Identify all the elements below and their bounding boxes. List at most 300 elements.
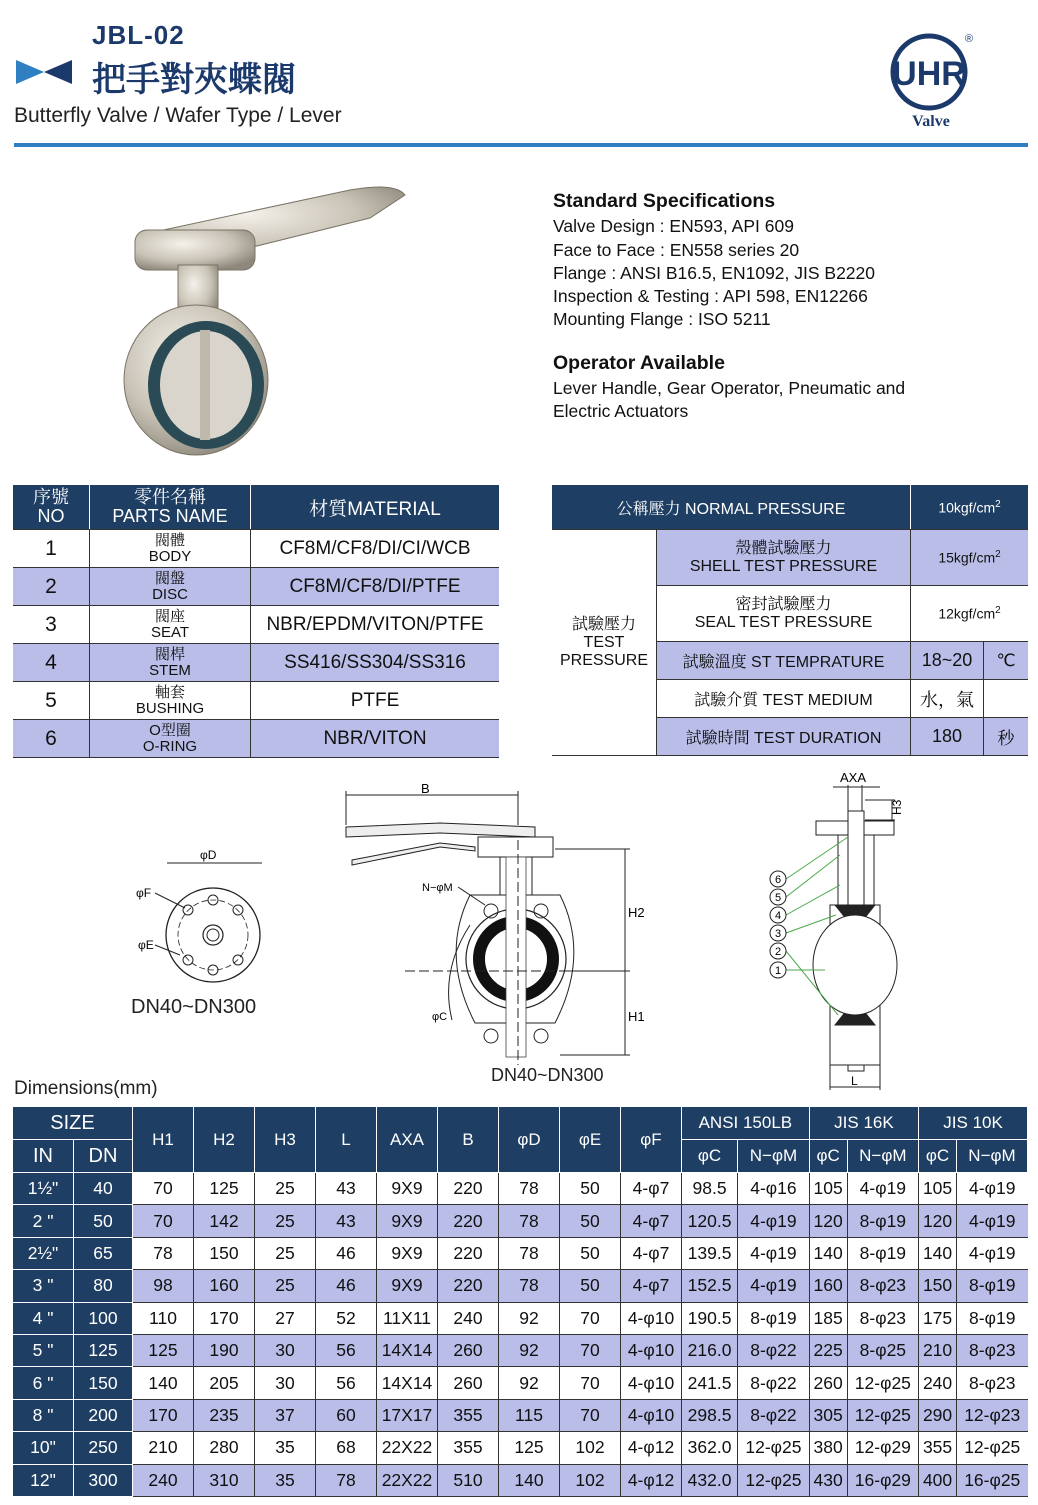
part-material: CF8M/CF8/DI/CI/WCB <box>251 530 500 568</box>
part-no: 2 <box>13 568 90 606</box>
flange-view-drawing <box>155 863 262 982</box>
dimension-cell: 8-φ22 <box>738 1367 810 1399</box>
dimension-cell: 46 <box>316 1237 377 1269</box>
table-row <box>13 1302 1028 1334</box>
svg-text:®: ® <box>965 33 974 45</box>
dimension-cell: 12-φ25 <box>738 1432 810 1464</box>
dimension-cell: 56 <box>316 1367 377 1399</box>
dimension-cell: 120 <box>809 1205 847 1237</box>
dimension-cell: 4-φ7 <box>621 1270 682 1302</box>
dimension-cell: 9X9 <box>377 1270 438 1302</box>
B-label: B <box>421 781 430 796</box>
dimension-cell: 4-φ19 <box>956 1237 1027 1269</box>
dimension-cell: 355 <box>438 1432 499 1464</box>
dimension-cell: 4-φ10 <box>621 1334 682 1366</box>
parts-table <box>13 485 499 758</box>
balloon-3: 3 <box>774 928 782 940</box>
dimension-cell: 140 <box>809 1237 847 1269</box>
body-range-label: DN40~DN300 <box>491 1065 604 1085</box>
dimension-cell: 8-φ23 <box>847 1302 919 1334</box>
dimension-cell: 78 <box>499 1173 560 1205</box>
dimension-cell: 105 <box>919 1173 957 1205</box>
test-medium-label: 試驗介質 TEST MEDIUM <box>657 680 911 718</box>
header-name-en: PARTS NAME <box>112 506 228 526</box>
dimension-cell: 260 <box>438 1334 499 1366</box>
part-name-cn: O型圈 <box>149 721 191 739</box>
table-row <box>13 1334 1028 1366</box>
spec-line: Mounting Flange : ISO 5211 <box>553 309 771 330</box>
dimension-cell: 78 <box>133 1237 194 1269</box>
dimension-cell: 25 <box>255 1173 316 1205</box>
size-inch-cell: 3 " <box>13 1270 74 1302</box>
dimension-cell: 12-φ25 <box>847 1367 919 1399</box>
header-divider <box>14 143 1028 147</box>
spec-line: Face to Face : EN558 series 20 <box>553 239 800 260</box>
dimension-cell: 78 <box>316 1464 377 1496</box>
operator-line: Electric Actuators <box>553 401 689 422</box>
dimension-cell: 46 <box>316 1270 377 1302</box>
table-row <box>13 1173 1028 1205</box>
table-row <box>13 1432 1028 1464</box>
col-header: H1 <box>133 1107 194 1173</box>
part-name-cn: 閥盤 <box>154 569 185 587</box>
dimension-cell: 235 <box>194 1399 255 1431</box>
balloon-6: 6 <box>774 874 782 886</box>
dimension-cell: 8-φ23 <box>956 1367 1027 1399</box>
size-inch-cell: 6 " <box>13 1367 74 1399</box>
dimension-cell: 50 <box>560 1205 621 1237</box>
test-duration-value: 180 <box>911 718 984 756</box>
dimension-cell: 43 <box>316 1205 377 1237</box>
dimension-cell: 70 <box>133 1173 194 1205</box>
size-inch-cell: 4 " <box>13 1302 74 1334</box>
phiD-label: φD <box>200 848 217 862</box>
standard-spec-title: Standard Specifications <box>553 190 776 212</box>
dimension-cell: 4-φ19 <box>738 1270 810 1302</box>
dimension-cell: 280 <box>194 1432 255 1464</box>
dimension-cell: 22X22 <box>377 1464 438 1496</box>
test-duration-unit: 秒 <box>984 718 1029 756</box>
dimension-cell: 102 <box>560 1464 621 1496</box>
normal-pressure-label: 公稱壓力 NORMAL PRESSURE <box>552 485 911 530</box>
size-dn-cell: 40 <box>74 1173 133 1205</box>
phiE-label: φE <box>138 938 154 952</box>
dimension-cell: 185 <box>809 1302 847 1334</box>
dimension-cell: 170 <box>194 1302 255 1334</box>
dimension-cell: 8-φ19 <box>847 1205 919 1237</box>
in-header: IN <box>13 1140 74 1173</box>
size-inch-cell: 5 " <box>13 1334 74 1366</box>
part-name-cn: 閥座 <box>154 607 185 625</box>
dimension-cell: 8-φ19 <box>738 1302 810 1334</box>
dn-header: DN <box>74 1140 133 1173</box>
dimension-cell: 4-φ10 <box>621 1367 682 1399</box>
dimension-cell: 8-φ23 <box>847 1270 919 1302</box>
dimension-cell: 4-φ7 <box>621 1205 682 1237</box>
size-inch-cell: 1½" <box>13 1173 74 1205</box>
dimension-cell: 50 <box>560 1237 621 1269</box>
part-material: PTFE <box>251 682 500 720</box>
specifications-block <box>553 190 1023 424</box>
pressure-table: 公稱壓力 NORMAL PRESSURE $10kgf/cm^2$ 試驗壓力 TEST PRESSURE 殼體試驗壓力 SHELL TEST PRESSURE $15kgf/cm^2$ 密封試驗壓力 SEAL TEST PRESSURE $12kgf/cm^2$ 試驗溫度 ST TEMPRATURE 18~20 ℃ 試驗介質 TEST MEDIUM 水，氣 試驗時間 TEST DURATION 180 秒 <box>552 485 1028 756</box>
dimension-cell: 4-φ16 <box>738 1173 810 1205</box>
size-dn-cell: 65 <box>74 1237 133 1269</box>
nphiM-label: N−φM <box>422 882 453 894</box>
dimension-cell: 92 <box>499 1334 560 1366</box>
seal-test-value: 12kgf/cm <box>938 605 996 622</box>
spec-line: Inspection & Testing : API 598, EN12266 <box>553 286 868 307</box>
logo-text: UHR <box>892 55 966 93</box>
dimension-cell: 120.5 <box>682 1205 738 1237</box>
balloon-1: 1 <box>774 965 782 977</box>
dimension-cell: 12-φ25 <box>847 1399 919 1431</box>
dimension-cell: 4-φ10 <box>621 1302 682 1334</box>
size-dn-cell: 250 <box>74 1432 133 1464</box>
dimension-cell: 110 <box>133 1302 194 1334</box>
dimension-cell: 8-φ25 <box>847 1334 919 1366</box>
size-inch-cell: 10" <box>13 1432 74 1464</box>
test-temperature-unit: ℃ <box>984 642 1029 680</box>
dimension-cell: 4-φ19 <box>847 1173 919 1205</box>
dimension-cell: 290 <box>919 1399 957 1431</box>
table-row <box>13 1464 1028 1496</box>
dimension-cell: 355 <box>919 1432 957 1464</box>
dimension-cell: 160 <box>194 1270 255 1302</box>
jis16-nphim-header: N−φM <box>847 1140 919 1173</box>
dimension-cell: 12-φ25 <box>956 1432 1027 1464</box>
phiC-label: φC <box>432 1011 448 1023</box>
dimension-cell: 190 <box>194 1334 255 1366</box>
dimension-cell: 52 <box>316 1302 377 1334</box>
dimension-cell: 70 <box>560 1367 621 1399</box>
table-row <box>13 568 499 606</box>
dimension-cell: 78 <box>499 1237 560 1269</box>
dimension-cell: 11X11 <box>377 1302 438 1334</box>
dimension-cell: 260 <box>809 1367 847 1399</box>
dimension-cell: 210 <box>919 1334 957 1366</box>
dimension-cell: 9X9 <box>377 1173 438 1205</box>
dimension-cell: 310 <box>194 1464 255 1496</box>
title-english: Butterfly Valve / Wafer Type / Lever <box>14 104 342 127</box>
header-no-cn: 序號 <box>33 487 69 507</box>
dimension-cell: 355 <box>438 1399 499 1431</box>
table-row <box>13 644 499 682</box>
dimension-cell: 4-φ19 <box>738 1205 810 1237</box>
size-dn-cell: 200 <box>74 1399 133 1431</box>
dimension-cell: 210 <box>133 1432 194 1464</box>
dimension-cell: 8-φ22 <box>738 1399 810 1431</box>
H1-label: H1 <box>628 1009 645 1024</box>
dimension-cell: 98 <box>133 1270 194 1302</box>
dimension-cell: 8-φ19 <box>847 1237 919 1269</box>
test-temperature-label: 試驗溫度 ST TEMPRATURE <box>657 642 911 680</box>
size-dn-cell: 80 <box>74 1270 133 1302</box>
dimension-cell: 241.5 <box>682 1367 738 1399</box>
part-name-en: STEM <box>149 661 191 679</box>
operator-line: Lever Handle, Gear Operator, Pneumatic and <box>553 378 906 399</box>
test-pressure-en: PRESSURE <box>559 651 649 669</box>
dimension-cell: 9X9 <box>377 1205 438 1237</box>
H3-label: H3 <box>890 799 904 815</box>
size-dn-cell: 150 <box>74 1367 133 1399</box>
dimension-cell: 125 <box>499 1432 560 1464</box>
dimension-cell: 22X22 <box>377 1432 438 1464</box>
dimension-cell: 362.0 <box>682 1432 738 1464</box>
dimension-cell: 9X9 <box>377 1237 438 1269</box>
dimension-cell: 16-φ25 <box>956 1464 1027 1496</box>
dimension-cell: 190.5 <box>682 1302 738 1334</box>
header-material: 材質MATERIAL <box>251 485 500 530</box>
H2-label: H2 <box>628 905 645 920</box>
dimension-cell: 37 <box>255 1399 316 1431</box>
dimension-cell: 70 <box>133 1205 194 1237</box>
balloon-4: 4 <box>774 910 782 922</box>
dimension-cell: 432.0 <box>682 1464 738 1496</box>
dimension-cell: 140 <box>133 1367 194 1399</box>
ansi-header: ANSI 150LB <box>682 1107 810 1140</box>
part-name-en: SEAT <box>150 623 190 641</box>
dimension-cell: 50 <box>560 1270 621 1302</box>
dimension-cell: 12-φ23 <box>956 1399 1027 1431</box>
part-no: 3 <box>13 606 90 644</box>
dimension-cell: 27 <box>255 1302 316 1334</box>
dimension-cell: 14X14 <box>377 1334 438 1366</box>
col-header: L <box>316 1107 377 1173</box>
model-number: JBL-02 <box>92 20 185 50</box>
dimension-cell: 240 <box>438 1302 499 1334</box>
jis16-phic-header: φC <box>809 1140 847 1173</box>
dimension-cell: 170 <box>133 1399 194 1431</box>
balloon-5: 5 <box>774 892 782 904</box>
dimensions-table <box>13 1107 1028 1497</box>
size-dn-cell: 300 <box>74 1464 133 1496</box>
jis10-header: JIS 10K <box>919 1107 1028 1140</box>
dimension-cell: 4-φ19 <box>956 1173 1027 1205</box>
jis10-nphim-header: N−φM <box>956 1140 1027 1173</box>
dimension-cell: 4-φ12 <box>621 1432 682 1464</box>
dimension-cell: 152.5 <box>682 1270 738 1302</box>
col-header: H2 <box>194 1107 255 1173</box>
part-name-en: BODY <box>148 547 192 565</box>
col-header: AXA <box>377 1107 438 1173</box>
AXA-label: AXA <box>840 770 867 785</box>
dimension-cell: 220 <box>438 1237 499 1269</box>
dimension-cell: 142 <box>194 1205 255 1237</box>
dimension-cell: 115 <box>499 1399 560 1431</box>
size-dn-cell: 125 <box>74 1334 133 1366</box>
ansi-phic-header: φC <box>682 1140 738 1173</box>
size-dn-cell: 100 <box>74 1302 133 1334</box>
col-header: φE <box>560 1107 621 1173</box>
part-material: SS416/SS304/SS316 <box>251 644 500 682</box>
part-material: NBR/VITON <box>251 720 500 758</box>
dimension-cell: 8-φ19 <box>956 1270 1027 1302</box>
shell-test-cn: 殼體試驗壓力 <box>735 539 832 557</box>
dimension-cell: 78 <box>499 1270 560 1302</box>
part-no: 1 <box>13 530 90 568</box>
table-row <box>13 606 499 644</box>
dimension-cell: 240 <box>919 1367 957 1399</box>
operator-title: Operator Available <box>553 351 725 374</box>
dimension-cell: 139.5 <box>682 1237 738 1269</box>
dimension-cell: 220 <box>438 1205 499 1237</box>
dimensions-label: Dimensions(mm) <box>14 1078 158 1099</box>
dimension-cell: 25 <box>255 1270 316 1302</box>
front-view-drawing <box>346 791 630 1065</box>
dimension-cell: 78 <box>499 1205 560 1237</box>
dimension-cell: 102 <box>560 1432 621 1464</box>
test-pressure-cn: 試驗壓力 <box>571 615 636 633</box>
dimension-cell: 205 <box>194 1367 255 1399</box>
dimension-cell: 140 <box>499 1464 560 1496</box>
part-no: 4 <box>13 644 90 682</box>
dimension-cell: 35 <box>255 1464 316 1496</box>
dimension-cell: 125 <box>194 1173 255 1205</box>
dimension-cell: 12-φ25 <box>738 1464 810 1496</box>
dimension-cell: 25 <box>255 1205 316 1237</box>
uhr-logo-icon <box>889 30 974 112</box>
balloon-2: 2 <box>774 946 782 958</box>
dimension-cell: 240 <box>133 1464 194 1496</box>
table-row <box>13 1237 1028 1269</box>
size-inch-cell: 2 " <box>13 1205 74 1237</box>
test-medium-value: 水，氣 <box>911 680 984 718</box>
dimension-cell: 125 <box>133 1334 194 1366</box>
test-pressure-en: TEST <box>583 633 625 651</box>
dimension-cell: 150 <box>194 1237 255 1269</box>
dimension-cell: 8-φ19 <box>956 1302 1027 1334</box>
dimension-cell: 400 <box>919 1464 957 1496</box>
dimension-cell: 216.0 <box>682 1334 738 1366</box>
seal-test-en: SEAL TEST PRESSURE <box>694 613 873 631</box>
dimension-cell: 225 <box>809 1334 847 1366</box>
table-row <box>13 720 499 758</box>
dimension-cell: 4-φ7 <box>621 1237 682 1269</box>
side-section-drawing <box>770 785 897 1090</box>
dimension-cell: 14X14 <box>377 1367 438 1399</box>
dimension-cell: 220 <box>438 1270 499 1302</box>
col-header: φF <box>621 1107 682 1173</box>
part-name-en: DISC <box>152 585 188 603</box>
test-temperature-value: 18~20 <box>911 642 984 680</box>
size-inch-cell: 12" <box>13 1464 74 1496</box>
dimension-cell: 4-φ7 <box>621 1173 682 1205</box>
dimension-cell: 380 <box>809 1432 847 1464</box>
dimension-cell: 8-φ23 <box>956 1334 1027 1366</box>
dimension-cell: 98.5 <box>682 1173 738 1205</box>
table-row <box>13 1367 1028 1399</box>
dimension-cell: 92 <box>499 1302 560 1334</box>
part-name-en: BUSHING <box>135 699 205 717</box>
dimension-cell: 120 <box>919 1205 957 1237</box>
title-chinese: 把手對夾蝶閥 <box>92 60 296 100</box>
flange-range-label: DN40~DN300 <box>131 996 257 1018</box>
part-name-cn: 閥體 <box>154 531 185 549</box>
col-header: B <box>438 1107 499 1173</box>
L-label: L <box>851 1074 858 1088</box>
spec-line: Flange : ANSI B16.5, EN1092, JIS B2220 <box>553 262 876 283</box>
shell-test-value: 15kgf/cm <box>938 549 996 566</box>
part-name-en: O-RING <box>142 737 198 755</box>
jis16-header: JIS 16K <box>809 1107 918 1140</box>
size-header: SIZE <box>13 1107 133 1140</box>
dimension-cell: 150 <box>919 1270 957 1302</box>
test-duration-label: 試驗時間 TEST DURATION <box>657 718 911 756</box>
dimension-cell: 140 <box>919 1237 957 1269</box>
dimension-cell: 260 <box>438 1367 499 1399</box>
col-header: H3 <box>255 1107 316 1173</box>
dimension-cell: 8-φ22 <box>738 1334 810 1366</box>
dimension-cell: 70 <box>560 1399 621 1431</box>
butterfly-valve-symbol-icon <box>14 56 74 88</box>
dimension-cell: 50 <box>560 1173 621 1205</box>
jis10-phic-header: φC <box>919 1140 957 1173</box>
ansi-nphim-header: N−φM <box>738 1140 810 1173</box>
dimension-cell: 70 <box>560 1302 621 1334</box>
dimension-cell: 4-φ12 <box>621 1464 682 1496</box>
technical-drawings <box>0 765 1038 1088</box>
dimension-cell: 298.5 <box>682 1399 738 1431</box>
table-row <box>13 1205 1028 1237</box>
dimension-cell: 220 <box>438 1173 499 1205</box>
dimension-cell: 4-φ19 <box>956 1205 1027 1237</box>
dimension-cell: 70 <box>560 1334 621 1366</box>
header-name-cn: 零件名稱 <box>134 487 206 507</box>
dimension-cell: 56 <box>316 1334 377 1366</box>
size-inch-cell: 8 " <box>13 1399 74 1431</box>
dimension-cell: 160 <box>809 1270 847 1302</box>
part-material: NBR/EPDM/VITON/PTFE <box>251 606 500 644</box>
dimension-cell: 4-φ19 <box>738 1237 810 1269</box>
shell-test-en: SHELL TEST PRESSURE <box>689 557 878 575</box>
normal-pressure-value: 10kgf/cm <box>938 499 996 516</box>
dimension-cell: 43 <box>316 1173 377 1205</box>
dimension-cell: 4-φ10 <box>621 1399 682 1431</box>
seal-test-cn: 密封試驗壓力 <box>735 595 832 613</box>
part-no: 6 <box>13 720 90 758</box>
part-material: CF8M/CF8/DI/PTFE <box>251 568 500 606</box>
dimension-cell: 25 <box>255 1237 316 1269</box>
part-no: 5 <box>13 682 90 720</box>
dimension-cell: 12-φ29 <box>847 1432 919 1464</box>
part-name-cn: 閥桿 <box>154 645 185 663</box>
dimension-cell: 510 <box>438 1464 499 1496</box>
dimension-cell: 60 <box>316 1399 377 1431</box>
dimension-cell: 35 <box>255 1432 316 1464</box>
col-header: φD <box>499 1107 560 1173</box>
valve-product-photo <box>120 170 440 470</box>
dimension-cell: 430 <box>809 1464 847 1496</box>
table-row <box>13 1399 1028 1431</box>
size-inch-cell: 2½" <box>13 1237 74 1269</box>
dimension-cell: 68 <box>316 1432 377 1464</box>
table-row <box>13 682 499 720</box>
dimension-cell: 30 <box>255 1334 316 1366</box>
dimension-cell: 30 <box>255 1367 316 1399</box>
dimension-cell: 92 <box>499 1367 560 1399</box>
dimension-cell: 305 <box>809 1399 847 1431</box>
spec-line: Valve Design : EN593, API 609 <box>553 216 794 237</box>
dimension-cell: 16-φ29 <box>847 1464 919 1496</box>
part-name-cn: 軸套 <box>154 683 185 701</box>
dimension-cell: 175 <box>919 1302 957 1334</box>
logo-subtitle: Valve <box>912 113 950 130</box>
table-row <box>13 530 499 568</box>
size-dn-cell: 50 <box>74 1205 133 1237</box>
header-no-en: NO <box>37 506 65 526</box>
dimension-cell: 105 <box>809 1173 847 1205</box>
phiF-label: φF <box>136 886 152 900</box>
